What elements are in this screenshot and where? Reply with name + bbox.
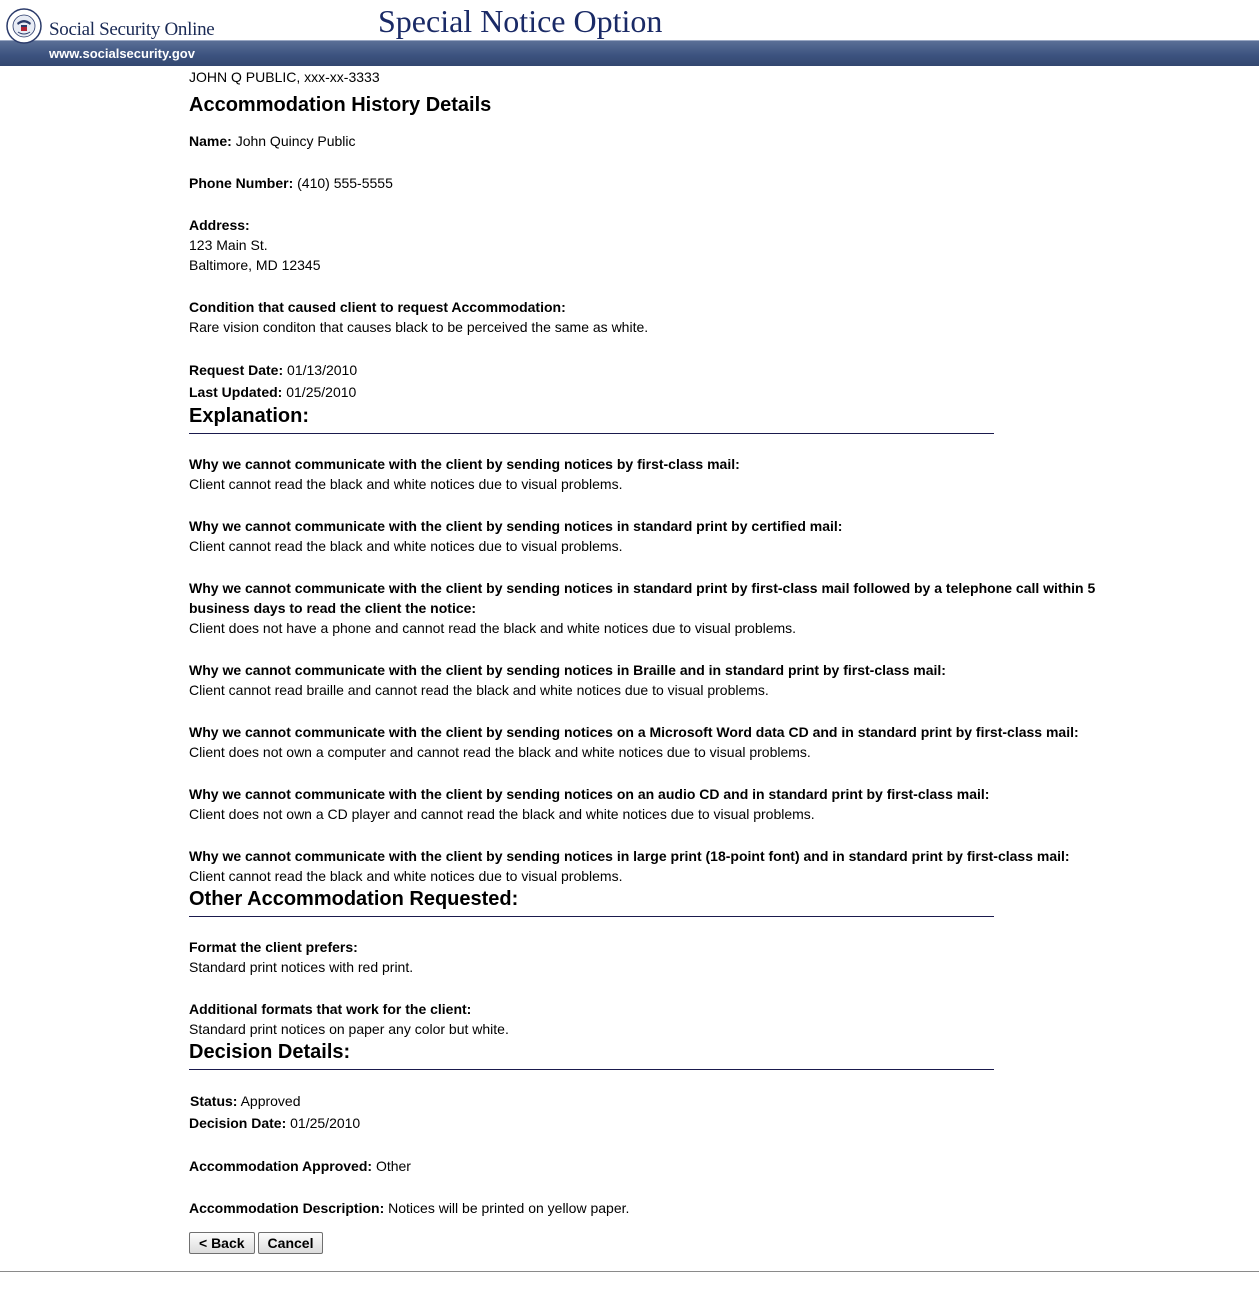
accommodation-approved-label: Accommodation Approved: [189, 1158, 373, 1174]
explanation-question: Why we cannot communicate with the client by sending notices in large print (18-point font) and in standard print by first-class mail: [189, 848, 1070, 864]
last-updated-field [189, 381, 1149, 403]
phone-field [189, 173, 1149, 193]
explanation-answer: Client does not have a phone and cannot read the black and white notices due to visual problems. [189, 620, 797, 636]
client-identifier: JOHN Q PUBLIC, xxx-xx-3333 [189, 69, 380, 85]
main-content [189, 68, 1149, 1254]
request-date-label: Request Date: [189, 362, 284, 378]
page-title: Special Notice Option [378, 3, 663, 39]
site-header [0, 0, 1259, 66]
explanation-answer: Client cannot read the black and white notices due to visual problems. [189, 476, 623, 492]
explanation-item [189, 660, 1149, 700]
accommodation-description-field [189, 1198, 1149, 1218]
explanation-answer: Client cannot read the black and white notices due to visual problems. [189, 538, 623, 554]
explanation-answer: Client cannot read the black and white notices due to visual problems. [189, 868, 623, 884]
accommodation-description-value: Notices will be printed on yellow paper. [388, 1200, 630, 1216]
explanation-item [189, 784, 1149, 824]
cancel-button[interactable]: Cancel [258, 1232, 324, 1254]
address-label: Address: [189, 217, 250, 233]
explanation-item [189, 846, 1149, 886]
condition-label: Condition that caused client to request Accommodation: [189, 299, 566, 315]
last-updated-value: 01/25/2010 [286, 384, 357, 400]
name-value: John Quincy Public [235, 133, 356, 149]
condition-value: Rare vision conditon that causes black to be perceived the same as white. [189, 319, 649, 335]
explanation-question: Why we cannot communicate with the client by sending notices on a Microsoft Word data CD and in standard print by first-class mail: [189, 724, 1079, 740]
name-field [189, 131, 1149, 151]
site-url-link[interactable]: www.socialsecurity.gov [49, 46, 195, 61]
condition-field [189, 297, 1149, 337]
explanation-answer: Client does not own a CD player and cannot read the black and white notices due to visual problems. [189, 806, 815, 822]
header-top [0, 0, 1259, 40]
address-line1: 123 Main St. [189, 237, 268, 253]
accommodation-approved-value: Other [375, 1158, 411, 1174]
brand-name[interactable]: Social Security Online [49, 19, 215, 40]
phone-label: Phone Number: [189, 175, 294, 191]
accommodation-description-label: Accommodation Description: [189, 1200, 385, 1216]
footer-divider [0, 1271, 1259, 1272]
accommodation-approved-field [189, 1156, 1149, 1176]
decision-date-field [189, 1112, 1149, 1134]
address-field [189, 215, 1149, 275]
decision-date-value: 01/25/2010 [290, 1115, 361, 1131]
status-label: Status: [190, 1093, 238, 1109]
explanation-item [189, 454, 1149, 494]
explanation-question: Why we cannot communicate with the client by sending notices in standard print by certified mail: [189, 518, 843, 534]
explanation-question: Why we cannot communicate with the client by sending notices on an audio CD and in standard print by first-class mail: [189, 786, 990, 802]
explanation-question: Why we cannot communicate with the client by sending notices in Braille and in standard print by first-class mail: [189, 662, 946, 678]
explanation-item [189, 722, 1149, 762]
request-date-field [189, 359, 1149, 381]
status-value: Approved [240, 1093, 301, 1109]
decision-date-label: Decision Date: [189, 1115, 287, 1131]
explanation-question: Why we cannot communicate with the client by sending notices by first-class mail: [189, 456, 740, 472]
additional-formats-field [189, 999, 1149, 1039]
explanation-item [189, 516, 1149, 556]
preferred-format-field [189, 937, 1149, 977]
status-field [189, 1090, 1149, 1112]
explanation-question: Why we cannot communicate with the client by sending notices in standard print by first-class mail followed by a telephone call within 5 business days to read the client the notice: [189, 580, 1096, 616]
additional-formats-label: Additional formats that work for the client: [189, 1001, 472, 1017]
request-date-value: 01/13/2010 [287, 362, 358, 378]
accommodation-history-title: Accommodation History Details [189, 94, 492, 116]
explanation-heading: Explanation: [189, 403, 994, 434]
last-updated-label: Last Updated: [189, 384, 283, 400]
other-accommodation-heading: Other Accommodation Requested: [189, 886, 994, 917]
explanation-answer: Client cannot read braille and cannot read the black and white notices due to visual problems. [189, 682, 769, 698]
preferred-format-value: Standard print notices with red print. [189, 959, 414, 975]
explanation-item [189, 578, 1149, 638]
address-line2: Baltimore, MD 12345 [189, 257, 321, 273]
additional-formats-value: Standard print notices on paper any color but white. [189, 1021, 509, 1037]
ssa-seal-icon[interactable] [6, 8, 42, 44]
name-label: Name: [189, 133, 232, 149]
header-bar [0, 40, 1259, 66]
back-button[interactable]: < Back [189, 1232, 255, 1254]
explanation-answer: Client does not own a computer and cannot read the black and white notices due to visual problems. [189, 744, 811, 760]
button-row [189, 1232, 1149, 1254]
phone-value: (410) 555-5555 [297, 175, 393, 191]
decision-details-heading: Decision Details: [189, 1039, 994, 1070]
preferred-format-label: Format the client prefers: [189, 939, 358, 955]
